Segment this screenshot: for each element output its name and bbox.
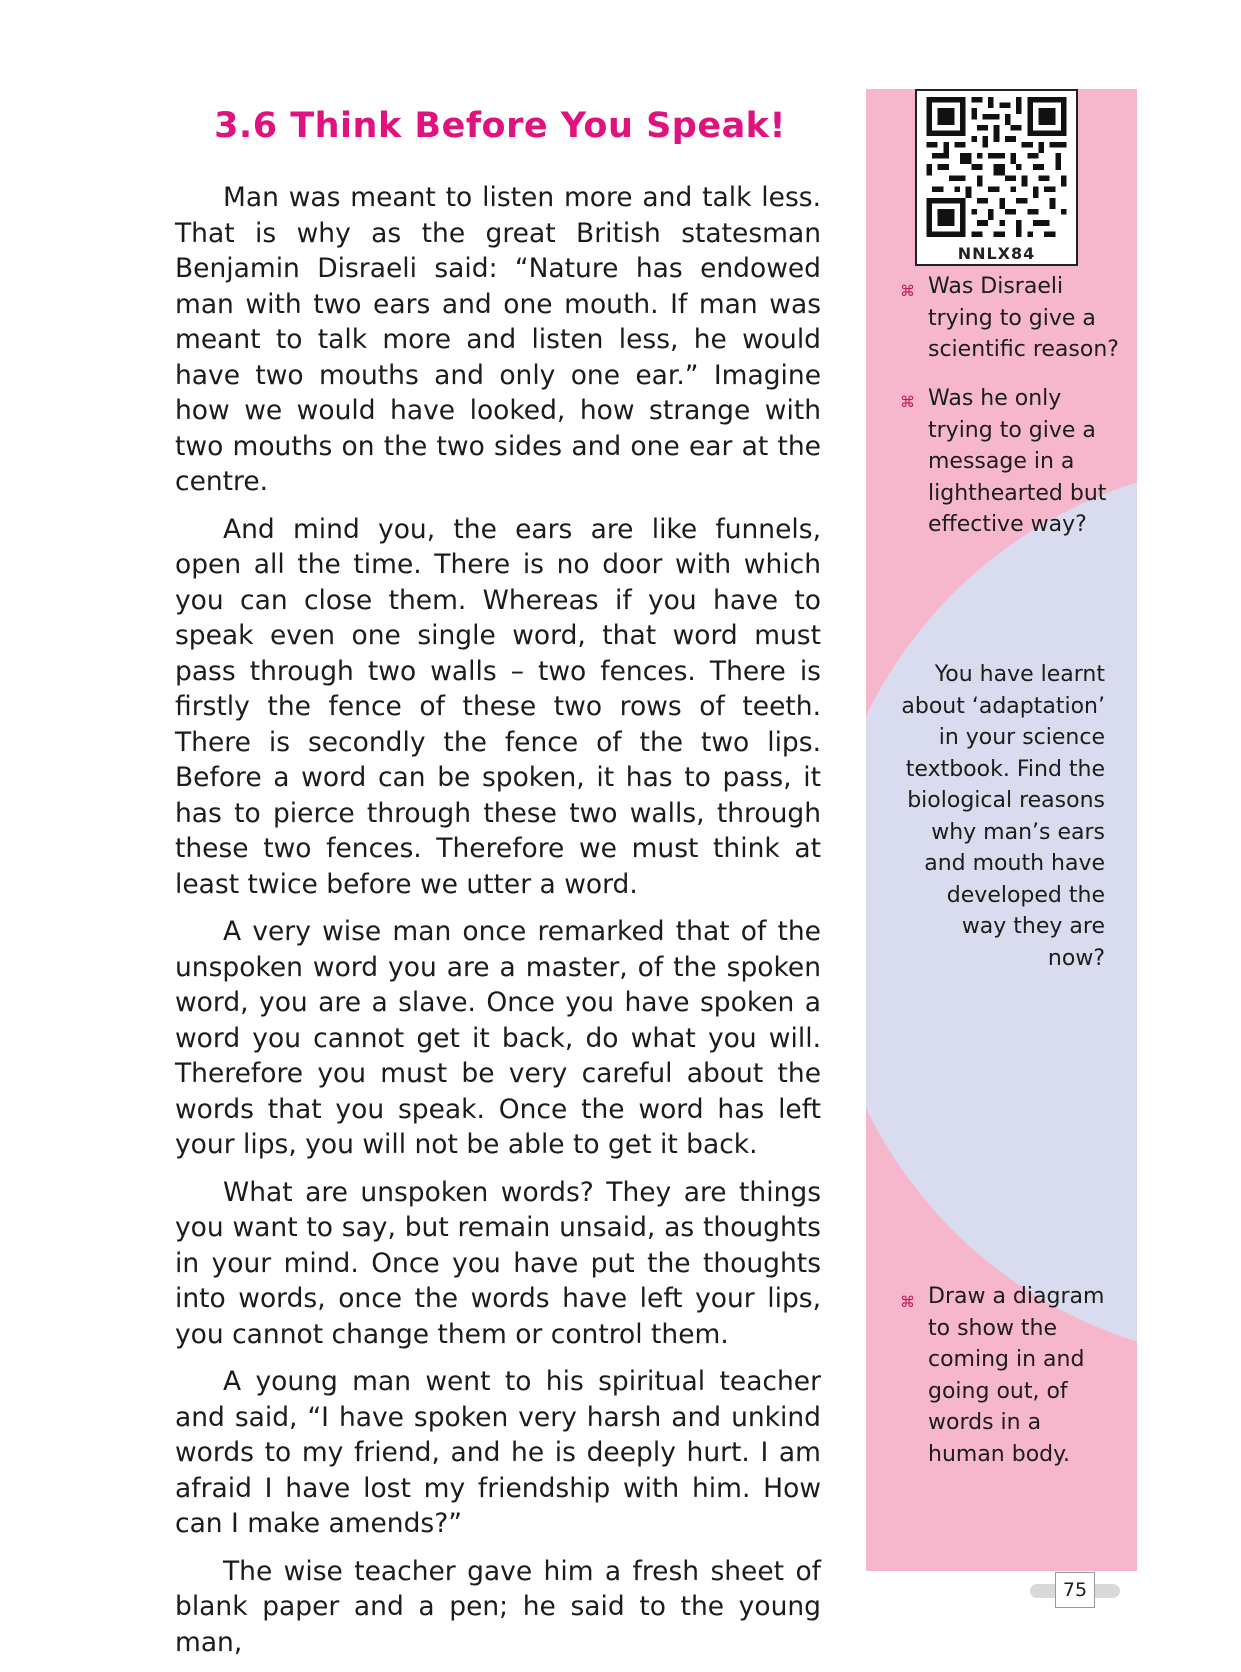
- adaptation-note: You have learnt about ‘adaptation’ in your science textbook. Find the biological reasons why man’s ears and mouth have developed the way they are now?: [901, 662, 1105, 971]
- qr-code[interactable]: [915, 89, 1078, 266]
- paragraph: A very wise man once remarked that of the unspoken word you are a master, of the spoken word, you are a slave. Once you have spoken a word you cannot get it back, do what you will. Therefore you must be very careful about the words that you speak. Once the word has left your lips, you will not be able to get it back.: [175, 916, 821, 1160]
- qr-code-icon: [925, 97, 1068, 237]
- sidebar-question: Was Disraeli trying to give a scientific reason?: [928, 274, 1119, 362]
- paragraph: Man was meant to listen more and talk less. That is why as the great British statesman Benjamin Disraeli said: “Nature has endowed man with two ears and one mouth. If man was meant to talk more and listen less, he would have two mouths and only one ear.” Imagine how we would have looked, how strange with two mouths on the two sides and one ear at the centre.: [175, 182, 821, 497]
- bullet-icon: ⌘: [900, 282, 915, 300]
- qr-code-label: NNLX84: [957, 244, 1036, 263]
- paragraph: What are unspoken words? They are things you want to say, but remain unsaid, as thoughts in your mind. Once you have put the thoughts into words, once the words have left your lips, you cannot change them or control them.: [175, 1176, 821, 1350]
- paragraph: The wise teacher gave him a fresh sheet of blank paper and a pen; he said to the young man,: [175, 1555, 821, 1658]
- paragraph: A young man went to his spiritual teacher and said, “I have spoken very harsh and unkind words to my friend, and he is deeply hurt. I am afraid I have lost my friendship with him. How can I make amends?”: [175, 1366, 821, 1539]
- section-title: 3.6 Think Before You Speak!: [214, 106, 786, 146]
- bullet-icon: ⌘: [900, 1293, 915, 1311]
- bullet-icon: ⌘: [900, 393, 915, 411]
- page-number: 75: [1055, 1572, 1095, 1608]
- main-text: [175, 180, 821, 1672]
- paragraph: And mind you, the ears are like funnels, open all the time. There is no door with which you can close them. Whereas if you have to speak even one single word, that word must pass through two walls – two fences. There is firstly the fence of these two rows of teeth. There is secondly the fence of the two lips. Before a word can be spoken, it has to pass, it has to pierce through these two walls, through these two fences. Therefore we must think at least twice before we utter a word.: [175, 513, 821, 900]
- sidebar-activity: Draw a diagram to show the coming in and going out, of words in a human body.: [928, 1284, 1105, 1467]
- sidebar-question: Was he only trying to give a message in a lighthearted but effective way?: [928, 386, 1107, 537]
